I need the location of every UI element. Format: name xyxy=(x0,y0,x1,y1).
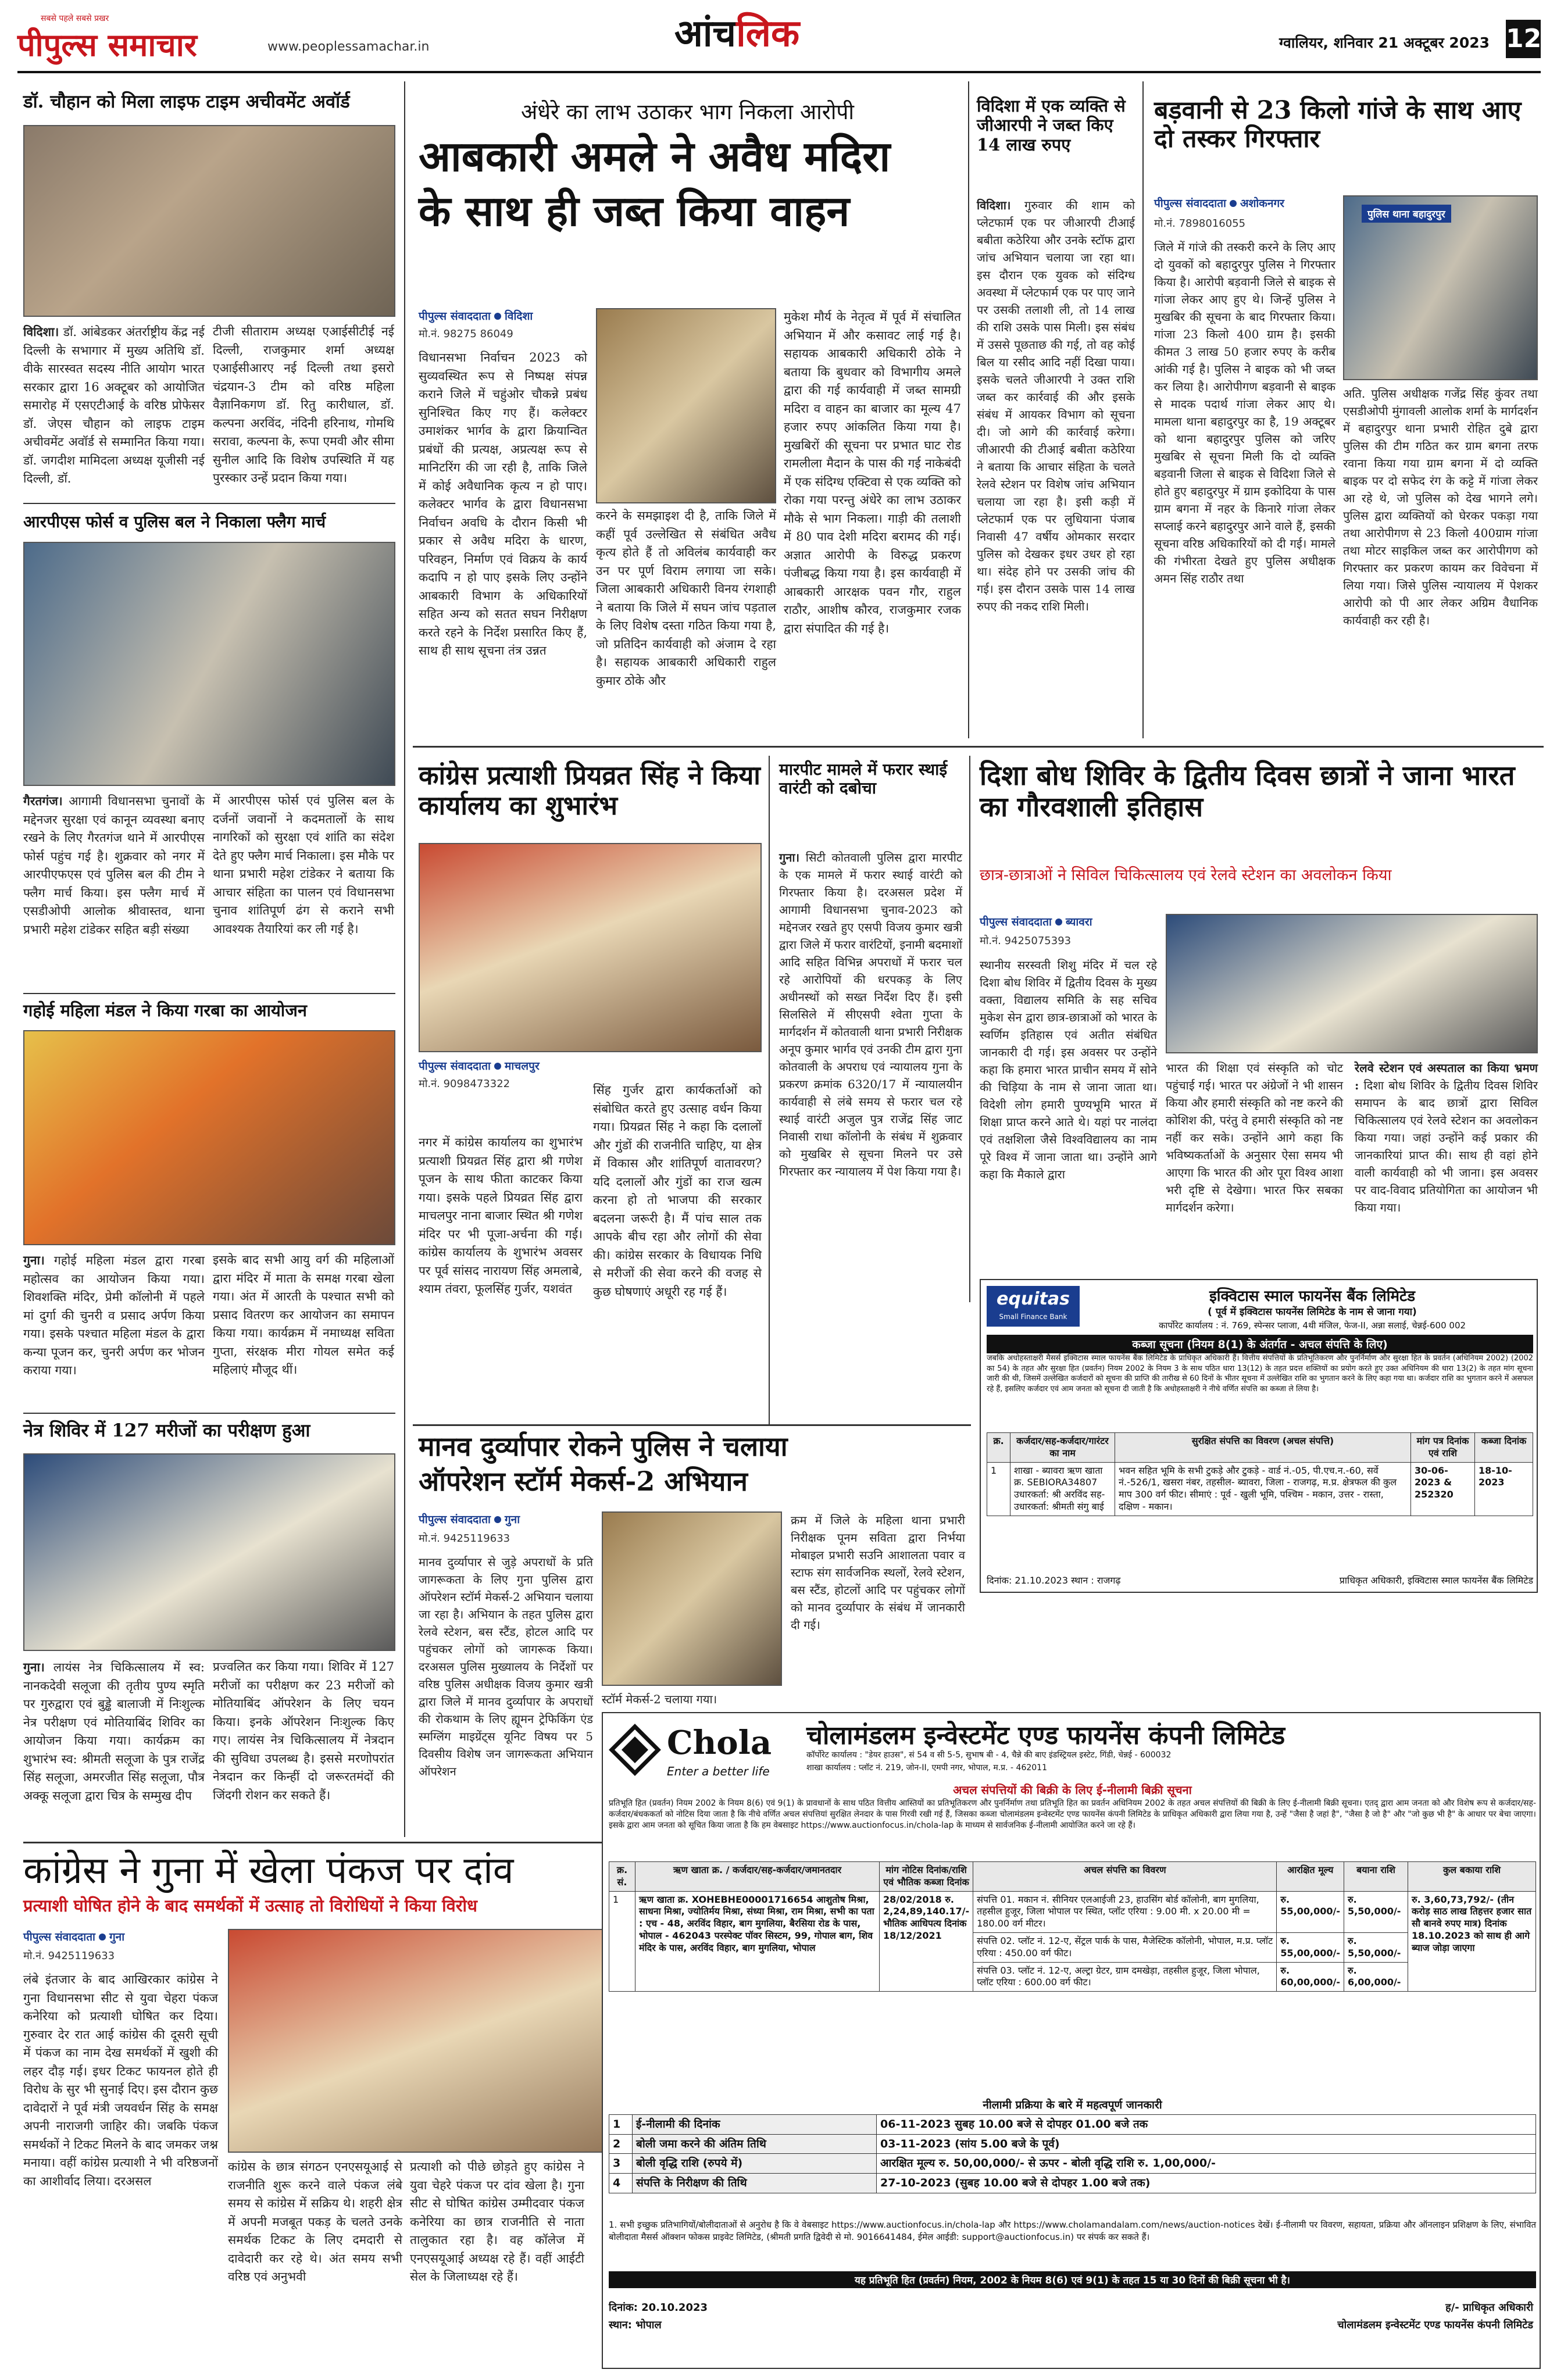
story-excise-headline-2: के साथ ही जब्त किया वाहन xyxy=(419,186,850,235)
byline: पीपुल्स संवाददाता xyxy=(980,916,1052,928)
schedule-row xyxy=(609,2174,1536,2193)
chola-schedule xyxy=(609,2114,1536,2193)
table-header: मांग नोटिस दिनांक/राशि एवं भौतिक कब्जा दिनांक xyxy=(880,1862,973,1892)
equitas-office: कार्पोरेट कार्यालय : नं. 769, स्पेन्सर प्लाजा, 4थी मंजिल, फेज-II, अन्ना सलाई, चेन्नई-600 002 xyxy=(1158,1320,1466,1331)
byline: पीपुल्स संवाददाता xyxy=(23,1931,95,1943)
story-cash-headline: विदिशा में एक व्यक्ति से जीआरपी ने जब्त किए 14 लाख रुपए xyxy=(977,96,1126,155)
equitas-title: इक्विटास स्माल फायनेंस बैंक लिमिटेड xyxy=(1209,1288,1416,1305)
story-camp-text-3 xyxy=(1355,1059,1538,1216)
story-ganja-text-2: अति. पुलिस अधीक्षक गजेंद्र सिंह कुंवर तथा एसडीओपी मुंगावली आलोक शर्मा के मार्गदर्शन में बहादुरपुर थाना प्रभारी रोहित दुबे द्वारा पुलिस की टीम गठित कर ग्राम बगना तरफ रवाना किया गया ग्राम बगना में दो व्यक्ति बाइक पर दो सफेद रंग के कट्टे में गांजा लेकर आ रहे थे, जो पुलिस को देख भागने लगे। पुलिस द्वारा व्यक्तियों को घेरकर पकड़ा गया तथा आरोपीगण से 23 किलो 400ग्राम गांजा तथा मोटर साइकिल जब्त कर आरोपीगण को गिरफ्तार कर प्रकरण कायम कर विवेचना में लिया गया। जिसे पुलिस न्यायालय में पेशकर आरोपी को पी आर लेकर अग्रिम वैधानिक कार्यवाही कर रही है। xyxy=(1343,387,1538,627)
table-cell: संपत्ति 03. प्लॉट नं. 12-ए, अल्ट्रा ग्रेटर, ग्राम दमखेड़ा, तहसील हुजूर, जिला भोपाल, प्लॉट एरिया : 600.00 वर्ग फीट। xyxy=(973,1962,1277,1992)
chola-sign-role: ह/- प्राधिकृत अधिकारी xyxy=(1445,2302,1533,2314)
excise-photo xyxy=(596,308,776,503)
table-cell: 28/02/2018 रु. 2,24,89,140.17/- भौतिक आधिपत्य दिनांक 18/12/2021 xyxy=(880,1891,973,1992)
dateline-label: गैरतगंज। xyxy=(23,794,63,808)
table-cell: 18-10-2023 xyxy=(1475,1462,1533,1516)
ad-equitas xyxy=(980,1279,1538,1593)
schedule-value: 03-11-2023 (सांय 5.00 बजे के पूर्व) xyxy=(877,2134,1536,2154)
table-header: आरक्षित मूल्य xyxy=(1277,1862,1344,1892)
chola-logo-text: Chola xyxy=(667,1724,772,1762)
chola-table xyxy=(609,1861,1536,1992)
schedule-no: 1 xyxy=(609,2115,633,2135)
garba-photo xyxy=(23,1030,395,1245)
story-eyecamp-body: लायंस नेत्र चिकित्सालय में स्व: नानकदेवी सलूजा की तृतीय पुण्य स्मृति पर गुरुद्वारा एवं बुड्ढे बालाजी में निःशुल्क नेत्र परीक्षण एवं मोतियाबिंद शिविर का आयोजन किया गया। कार्यक्रम का शुभारंभ स्व: श्रीमती सलूजा के पुत्र राजेंद्र सिंह सलूजा, अमरजीत सिंह सलूजा, पौत्र अक्कू सलूजा द्वारा चित्र के सम्मुख दीप xyxy=(23,1660,205,1803)
equitas-subtitle: ( पूर्व में इक्विटास फायनेंस लिमिटेड के नाम से जाना गया) xyxy=(1208,1306,1417,1318)
story-excise-kicker: अंधेरे का लाभ उठाकर भाग निकला आरोपी xyxy=(520,99,855,124)
schedule-label: ई-नीलामी की दिनांक xyxy=(633,2115,877,2135)
eyecamp-photo xyxy=(23,1453,395,1651)
chola-notice-body: प्रतिभूति हित (प्रवर्तन) नियम 2002 के नियम 8(6) एवं 9(1) के प्रावधानों के साथ पठित वित्तीय आस्तियों का प्रतिभूतिकरण और पुनर्निर्माण तथा प्रतिभूति हित का प्रवर्तन अधिनियम 2002 के तहत अचल संपत्तियों की बिक्री के लिए ई-नीलामी बिक्री सूचना। एतद् द्वारा आम जनता को और विशेष रूप से कर्जदार/सह-कर्जदार/बंधककर्ता को नोटिस दिया जाता है कि नीचे वर्णित अचल संपत्तियां सुरक्षित लेनदार के पास गिरवी रखी गई हैं, जिसका कब्जा चोलामंडलम इन्वेस्टमेंट एण्ड फायनेंस कंपनी लिमिटेड के प्राधिकृत अधिकारी द्वारा लिया गया है, उन्हें "जैसा है जहां है", "जैसा है जो है" और "जो कुछ भी है" के आधार पर बेचा जाएगा। इसके द्वारा आम जनता को सूचित किया जाता है कि हम वेबसाइट https://www.auctionfocus.in/chola-lap के माध्यम से सार्वजनिक ई-नीलामी आयोजित करने जा रहे हैं। xyxy=(609,1799,1536,1830)
story-divider xyxy=(413,1424,971,1426)
equitas-logo-text: equitas xyxy=(997,1289,1070,1309)
story-office-headline: कांग्रेस प्रत्याशी प्रियव्रत सिंह ने किया कार्यालय का शुभारंभ xyxy=(419,760,760,821)
story-garba-headline: गहोई महिला मंडल ने किया गरबा का आयोजन xyxy=(23,1000,307,1020)
website-link[interactable]: www.peoplessamachar.in xyxy=(267,40,430,54)
schedule-row xyxy=(609,2154,1536,2174)
story-award-body: डॉ. आंबेडकर अंतर्राष्ट्रीय केंद्र नई दिल्ली के सभागार में मुख्य अतिथि डॉ. वीके सारस्वत सदस्य नीति आयोग भारत सरकार द्वारा 16 अक्टूबर को आयोजित समारोह में एसएटीआई के वरिष्ठ प्रोफेसर डॉ. जेएस चौहान को लाइफ टाइम अचीवमेंट अवॉर्ड से सम्मानित किया गया। डॉ. जगदीश मामिदला अध्यक्ष यूजीसी नई दिल्ली, डॉ. xyxy=(23,325,205,485)
chola-date: दिनांक: 20.10.2023 xyxy=(609,2302,708,2314)
story-flagmarch-headline: आरपीएस फोर्स व पुलिस बल ने निकाला फ्लैग मार्च xyxy=(23,512,326,531)
chola-office-2: शाखा कार्यालय : प्लॉट नं. 219, जोन-II, एमपी नगर, भोपाल, म.प्र. - 462011 xyxy=(806,1763,1047,1773)
table-header: मांग पत्र दिनांक एवं राशि xyxy=(1411,1433,1475,1463)
section-title xyxy=(674,12,800,55)
award-photo xyxy=(23,125,395,317)
column-divider xyxy=(1142,81,1144,738)
story-divider xyxy=(23,503,395,504)
dateline: ग्वालियर, शनिवार 21 अक्टूबर 2023 xyxy=(1279,34,1490,51)
mobile-number: मो.नं. 98275 86049 xyxy=(419,328,513,340)
operation-photo xyxy=(602,1511,782,1686)
story-operation-headline-1: मानव दुर्व्यापार रोकने पुलिस ने चलाया xyxy=(419,1431,788,1462)
story-camp-subhead: छात्र-छात्राओं ने सिविल चिकित्सालय एवं रेलवे स्टेशन का अवलोकन किया xyxy=(980,866,1392,884)
story-guna-text-2: कांग्रेस के छात्र संगठन एनएसयूआई से राजनीति शुरू करने वाले पंकज लंबे समय से कांग्रेस में सक्रिय थे। शहरी क्षेत्र में अपनी मजबूत पकड़ के चलते उनके समर्थक टिकट के लिए दमदारी से दावेदारी कर रहे थे। अंत समय सभी वरिष्ठ एवं अनुभवी xyxy=(228,2160,402,2283)
story-warrant-text xyxy=(779,849,962,1180)
story-eyecamp-text-2: प्रज्वलित कर किया गया। शिविर में 127 मरीजों का परीक्षण कर 23 मरीजों को मोतियाबिंद ऑपरेशन के लिए चयन किया। इनके ऑपरेशन निःशुल्क किए गए। लायंस नेत्र चिकित्सालय में नेत्रदान की सुविधा उपलब्ध है। इससे मरणोपरांत नेत्रदान कर किन्हीं दो जरूरतमंदों की जिंदगी रोशन कर सकते हैं। xyxy=(213,1660,394,1802)
story-award-text-2: टीजी सीताराम अध्यक्ष एआईसीटीई नई दिल्ली, राजकुमार शर्मा अध्यक्ष एआईसीआरए नई दिल्ली तथा इसरो चंद्रयान-3 टीम को वरिष्ठ महिला वैज्ञानिकगण डॉ. रितु कारीधाल, डॉ. कल्पना अरविंद, नंदिनी हरिनाथ, गोमथि सरावा, कल्पना के, रूपा एमवी और सीमा सुनील आदि कि विशेष उपस्थिति में यह पुरस्कार उन्हें प्रदान किया गया। xyxy=(213,324,394,485)
chola-place: स्थान: भोपाल xyxy=(609,2319,662,2331)
paper-tagline: सबसे पहले सबसे प्रखर xyxy=(41,14,109,23)
equitas-logo-tag: Small Finance Bank xyxy=(999,1313,1067,1321)
table-header: क्र. सं. xyxy=(609,1862,635,1892)
story-operation-text-1: मानव दुर्व्यापार से जुड़े अपराधों के प्रति जागरूकता के लिए गुना पुलिस द्वारा ऑपरेशन स्टॉर्म मेकर्स-2 अभियान चलाया जा रहा है। अभियान के तहत पुलिस द्वारा रेलवे स्टेशन, बस स्टैंड, होटल आदि पर पहुंचकर लोगों को जागरूक किया। दरअसल पुलिस मुख्यालय के निर्देशों पर वरिष्ठ पुलिस अधीक्षक विजय कुमार खत्री द्वारा जिले में मानव दुर्व्यापार के अपराधों की रोकथाम के लिए ह्यूमन ट्रेफिकिंग एंड स्मग्लिंग माइग्रेंट्स यूनिट विषय पर 5 दिवसीय विशेष जन जागरूकता अभियान ऑपरेशन xyxy=(419,1555,593,1778)
chola-terms: 1. सभी इच्छुक प्रतिभागियों/बोलीदाताओं से अनुरोध है कि वे वेबसाइट https://www.auctionfocus.in/chola-lap और https://www.cholamandalam.com/news/auction-notices देखें। ई-नीलामी पर विवरण, सहायता, प्रक्रिया और ऑनलाइन प्रशिक्षण के लिए, संभावित बोलीदाता मैसर्स ऑक्शन फोकस प्राइवेट लिमिटेड, (श्रीमती प्रगति द्विवेदी से मो. 9016641484, ईमेल आईडी: support@auctionfocus.in) पर संपर्क कर सकते हैं। xyxy=(609,2220,1536,2242)
table-cell: 1 xyxy=(987,1462,1010,1516)
story-office-text-1: नगर में कांग्रेस कार्यालय का शुभारंभ प्रत्याशी प्रियव्रत सिंह द्वारा श्री गणेश पूजन के साथ फीता काटकर किया गया। इसके पहले प्रियव्रत सिंह द्वारा माचलपुर नाना बाजार स्थित श्री गणेश मंदिर पर भी पूजा-अर्चना की गई। कांग्रेस कार्यालय के शुभारंभ अवसर पर पूर्व सांसद नारायण सिंह अमलाबे, श्याम तंवरा, फूलसिंह गुर्जर, यशवंत xyxy=(419,1135,583,1296)
story-flagmarch-text-1 xyxy=(23,792,205,939)
story-divider xyxy=(23,993,395,994)
table-cell: 1 xyxy=(609,1891,635,1992)
table-row xyxy=(987,1462,1533,1516)
story-eyecamp-headline: नेत्र शिविर में 127 मरीजों का परीक्षण हुआ xyxy=(23,1420,310,1441)
story-guna-byline xyxy=(23,1929,124,1944)
table-header-row xyxy=(609,1862,1536,1892)
story-garba-body: गहोई महिला मंडल द्वारा गरबा महोत्सव का आयोजन किया गया। शिवशक्ति मंदिर, प्रेमी कॉलोनी में पहले मां दुर्गा की चुनरी व प्रसाद अर्पण किया गया। इसके पश्चात महिला मंडल के द्वारा कन्या पूजन कर, चुनरी अर्पण कर भोजन कराया गया। xyxy=(23,1253,205,1377)
table-cell: संपत्ति 02. प्लॉट नं. 12-ए, सेंट्रल पार्क के पास, मैजेस्टिक कॉलोनी, भोपाल, म.प्र. प्लॉट एरिया : 450.00 वर्ग फीट। xyxy=(973,1932,1277,1962)
table-header: कब्जा दिनांक xyxy=(1475,1433,1533,1463)
table-cell: भवन सहित भूमि के सभी टुकड़े और टुकड़े - वार्ड नं.-05, पी.एच.न.-60, सर्वे नं.-526/1, खसरा नंबर, तहसील- ब्यावरा, जिला - राजगढ़, म.प्र. क्षेत्रफल की कुल माप 300 वर्ग फीट। सीमाएं : पूर्व - खुली भूमि, पश्चिम - मकान, उत्तर - रास्ता, दक्षिण - मकान। xyxy=(1115,1462,1411,1516)
story-camp-body-3: दिशा बोध शिविर के द्वितीय दिवस शिविर समापन के बाद छात्रों द्वारा सिविल चिकित्सालय एवं रेलवे स्टेशन का अवलोकन किया गया। जहां उन्होंने कई प्रकार की जानकारियां प्राप्त की। साथ ही वहां होने वाली कार्यवाही को भी जाना। इस अवसर पर वाद-विवाद प्रतियोगिता का आयोजन भी किया गया। xyxy=(1355,1078,1538,1214)
equitas-footer-date: दिनांक: 21.10.2023 स्थान : राजगढ़ xyxy=(987,1575,1121,1586)
bullet-icon xyxy=(494,1516,501,1523)
chola-footer-note: यह प्रतिभूति हित (प्रवर्तन) नियम, 2002 के नियम 8(6) एवं 9(1) के तहत 15 या 30 दिनों की बिक्री सूचना भी है। xyxy=(609,2271,1536,2288)
schedule-value: आरक्षित मूल्य रु. 50,00,000/- से ऊपर - बोली वृद्धि राशि रु. 1,00,000/- xyxy=(877,2154,1536,2174)
schedule-label: बोली जमा करने की अंतिम तिथि xyxy=(633,2134,877,2154)
masthead xyxy=(17,13,1541,69)
masthead-rule xyxy=(17,71,1541,73)
byline: पीपुल्स संवाददाता xyxy=(419,310,491,323)
story-award-text-1 xyxy=(23,323,205,488)
column-divider xyxy=(404,81,405,1837)
byline-place: अशोकनगर xyxy=(1240,197,1284,210)
schedule-no: 3 xyxy=(609,2154,633,2174)
story-divider xyxy=(23,1413,395,1414)
table-cell: रु. 55,00,000/- xyxy=(1277,1932,1344,1962)
table-cell: संपत्ति 01. मकान नं. सीनियर एलआईजी 23, हाउसिंग बोर्ड कॉलोनी, बाग मुगलिया, तहसील हुजूर, जिला भोपाल पर स्थित, प्लॉट एरिया : 9.00 मी. x 20.00 मी = 180.00 वर्ग मीटर। xyxy=(973,1891,1277,1932)
story-eyecamp-text-1 xyxy=(23,1658,205,1805)
bullet-icon xyxy=(99,1934,106,1941)
equitas-body: जबकि अधोहस्ताक्षरी मैसर्स इक्विटास स्माल फायनेंस बैंक लिमिटेड के प्राधिकृत अधिकारी हैं। वित्तीय संपत्तियों के प्रतिभूतिकरण और पुनर्निर्माण और सुरक्षा हित के प्रवर्तन (अधिनियम 2002) (2002 का 54) के तहत और सुरक्षा हित (प्रवर्तन) नियम 2002 के नियम 3 के साथ पठित धारा 13(12) के तहत प्रदत्त शक्तियों का प्रयोग करते हुए उक्त अधिनियम की धारा 13(2) के तहत मांग सूचना जारी की थी, जिसमें उल्लेखित कर्जदारों को सूचना की प्राप्ति की तारीख से 60 दिनों के भीतर सूचना में उल्लेखित राशि का भुगतान करने के लिए कहा गया था। कर्जदार राशि का भुगतान करने में असफल रहे हैं, इसलिए कर्जदार एवं आम जनता को सूचना दी जाती है कि अधोहस्ताक्षरी ने नीचे वर्णित संपत्ति का कब्जा ले लिया है। xyxy=(987,1354,1533,1393)
camp-photo xyxy=(1166,914,1538,1053)
story-excise-text-1: विधानसभा निर्वाचन 2023 को सुव्यवस्थित रूप से निष्पक्ष संपन्न कराने जिले में चहुंओर चौकन्ने प्रबंध सुनिश्चित किए गए हैं। कलेक्टर उमाशंकर भार्गव के द्वारा क्रियान्वित प्रबंधों की प्रत्यक्ष, अप्रत्यक्ष रूप से मानिटरिंग की जा रही है, ताकि जिले में कोई अवैधानिक कृत्य न हो पाए। कलेक्टर भार्गव के द्वारा विधानसभा निर्वाचन अवधि के दौरान किसी भी प्रकार से अवैध मदिरा के धारण, परिवहन, निर्माण एवं विक्रय के कार्य कदापि न हो पाए इसके लिए उन्होंने आबकारी विभाग के अधिकारियों सहित अन्य को सतत सघन निरीक्षण करते रहने के निर्देश प्रसारित किए हैं, साथ ही साथ सूचना तंत्र उन्नत xyxy=(419,351,587,657)
story-office-text-2: सिंह गुर्जर द्वारा कार्यकर्ताओं को संबोधित करते हुए उत्साह वर्धन किया गया। प्रियव्रत सिंह ने कहा कि दलालों और गुंडों की राजनीति चाहिए, या क्षेत्र में विकास और शांतिपूर्ण वातावरण? यदि दलालों और गुंडों का राज खत्म करना हो तो भाजपा की सरकार बदलना जरूरी है। मैं पांच साल तक आपके बीच रहा और लोगों की सेवा की। कांग्रेस सरकार के विधायक निधि से मरीजों की सेवा करने की वजह से कुछ घोषणाएं अधूरी रह गई हैं। xyxy=(593,1083,762,1299)
story-camp-text-1: स्थानीय सरस्वती शिशु मंदिर में चल रहे दिशा बोध शिविर में द्वितीय दिवस के मुख्य वक्ता, विद्यालय समिति के सह सचिव मुकेश सेन द्वारा छात्र-छात्राओं को भारत के स्वर्णिम इतिहास एवं अतीत संबंधित जानकारी दी गई। इस अवसर पर उन्होंने कहा कि हमारा भारत प्राचीन समय में सोने की चिड़िया के नाम से जाना जाता था। विदेशी लोग हमारी पुण्यभूमि भारत में शिक्षा प्राप्त करने आते थे। यहां पर नालंदा एवं तक्षशिला जैसे विश्वविद्यालय का नाम पूरे विश्व में जाना जाता था। उन्होंने आगे कहा कि मैकाले द्वारा xyxy=(980,958,1158,1181)
police-sign: पुलिस थाना बहादुरपुर xyxy=(1362,205,1451,223)
chola-title: चोलामंडलम इन्वेस्टमेंट एण्ड फायनेंस कंपनी लिमिटेड xyxy=(806,1721,1285,1750)
table-header: ऋण खाता क्र. / कर्जदार/सह-कर्जदार/जमानतदार xyxy=(635,1862,880,1892)
byline-place: ब्यावरा xyxy=(1065,916,1092,928)
mobile-number: मो.नं. 9425119633 xyxy=(23,1950,115,1962)
byline: पीपुल्स संवाददाता xyxy=(419,1513,491,1526)
story-warrant-body: सिटी कोतवाली पुलिस द्वारा मारपीट के एक मामले में फरार स्थाई वारंटी को गिरफ्तार किया है। दरअसल प्रदेश में आगामी विधानसभा चुनाव-2023 को मद्देनजर रखते हुए एसपी विजय कुमार खत्री द्वारा जिले में फरार वारंटियों, इनामी बदमाशों आदि सहित विभिन्न अपराधों में फरार चल रहे आरोपियों की धरपकड़ के लिए अधीनस्थों को सख्त निर्देश दिए हैं। इसी सिलसिले में सीएसपी श्वेता गुप्ता के मार्गदर्शन में कोतवाली थाना प्रभारी निरीक्षक अनूप कुमार भार्गव एवं उनकी टीम द्वारा गुना कोतवाली के अपराध एवं न्यायालय गुना के प्रकरण क्रमांक 6320/17 में न्यायालयीन कार्यवाही से लंबे समय से फरार चल रहे स्थाई वारंटी अजुल पुत्र राजेंद्र सिंह जाट निवासी राधा कॉलोनी के संबंध में शुक्रवार को मुखबिर से सूचना मिलने पर उसे गिरफ्तार कर न्यायालय में पेश किया गया है। xyxy=(779,850,962,1178)
flagmarch-photo xyxy=(23,542,395,786)
equitas-table xyxy=(987,1432,1533,1516)
chola-logo xyxy=(609,1718,801,1782)
table-cell: रु. 55,00,000/- xyxy=(1277,1891,1344,1932)
table-cell: 30-06-2023 & 252320 xyxy=(1411,1462,1475,1516)
table-header: बयाना राशि xyxy=(1344,1862,1408,1892)
mobile-number: मो.नं. 9425075393 xyxy=(980,935,1072,947)
story-cash-text xyxy=(977,196,1135,615)
office-photo xyxy=(419,843,762,1052)
column-divider xyxy=(769,756,770,1424)
schedule-value: 06-11-2023 सुबह 10.00 बजे से दोपहर 01.00 बजे तक xyxy=(877,2115,1536,2135)
table-cell: रु. 5,50,000/- xyxy=(1344,1891,1408,1932)
byline: पीपुल्स संवाददाता xyxy=(1154,197,1226,210)
story-excise-text-2: करने के समझाइश दी है, ताकि जिले में कहीं पूर्व उल्लेखित से संबंधित अवैध कृत्य होते हैं तो अविलंब कार्यवाही कर उन पर पूर्ण विराम लगाया जा सके। जिला आबकारी अधिकारी विनय रंगशाही ने बताया कि जिले में सघन जांच पड़ताल के लिए विशेष दस्ता गठित किया गया है, जो प्रतिदिन कार्यवाही को अंजाम दे रहा है। सहायक आबकारी अधिकारी राहुल कुमार ठोके और xyxy=(596,509,776,688)
byline-place: गुना xyxy=(109,1931,125,1943)
story-camp-text-2: भारत की शिक्षा एवं संस्कृति को चोट पहुंचाई गई। भारत पर अंग्रेजों ने भी शासन किया और हमारी संस्कृति को नष्ट करने की कोशिश की, परंतु वे हमारी संस्कृति को नष्ट नहीं कर सके। उन्होंने आगे कहा कि भविष्यकर्ताओं के अनुसार ऐसा समय भी आएगा कि भारत की ओर पूरा विश्व आशा भरी दृष्टि से देखेगा। भारत फिर सबका मार्गदर्शन करेगा। xyxy=(1166,1061,1343,1214)
story-flagmarch-body: आगामी विधानसभा चुनावों के मद्देनजर सुरक्षा एवं कानून व्यवस्था बनाए रखने के लिए गैरतगंज थाने में आरपीएस फोर्स पहुंच गई है। शुक्रवार को नगर में आरपीएफएस एवं पुलिस बल की टीम ने फ्लैग मार्च किया। इस फ्लैग मार्च में एसडीओपी आलोक श्रीवास्तव, थाना प्रभारी महेश टांडेकर सहित बड़ी संख्या xyxy=(23,794,205,937)
chola-logo-tag: Enter a better life xyxy=(667,1764,770,1778)
dateline-label: गुना। xyxy=(23,1253,45,1267)
table-row xyxy=(609,1891,1536,1932)
table-cell: ऋण खाता क्र. XOHEBHE00001716654 आशुतोष मिश्रा, साधना मिश्रा, ज्योतिर्मय मिश्रा, संध्या मिश्रा, राम मिश्रा, सभी का पता : एच - 48, अरविंद विहार, बाग मुगलिया, बैरसिया रोड के पास, भोपाल - 462043 परस्पेक्ट पॉवर सिस्टम, 99, गोपाल बाग, शिव मंदिर के पास, अरविंद विहार, बाग मुगलिया, भोपाल xyxy=(635,1891,880,1992)
page-number: 12 xyxy=(1506,20,1541,58)
equitas-logo xyxy=(987,1286,1080,1327)
section-title-part2: लिक xyxy=(736,12,800,55)
dateline-label: विदिशा। xyxy=(977,198,1011,212)
bullet-icon xyxy=(494,313,501,320)
schedule-label: संपत्ति के निरीक्षण की तिथि xyxy=(633,2174,877,2193)
byline-place: गुना xyxy=(504,1513,520,1526)
table-header: क्र. xyxy=(987,1433,1010,1463)
story-excise-text-3: मुकेश मौर्य के नेतृत्व में पूर्व में संचालित अभियान में और कसावट लाई गई है। सहायक आबकारी अधिकारी ठोके ने बताया कि बुधवार को विभागीय अमले द्वारा की गई कार्यवाही में जब्त सामग्री मदिरा व वाहन का बाजार का मूल्य 47 हजार रुपए आंकलित किया गया है। मुखबिरों की सूचना पर प्रभात घाट रोड रामलीला मैदान के पास की गई नाकेबंदी में एक संदिग्ध एक्टिवा से एक व्यक्ति को रोका गया परन्तु अंधेरे का लाभ उठाकर मौके से भाग निकला। गाड़ी की तलाशी में 80 पाव देशी मदिरा बरामद की गई। अज्ञात आरोपी के विरुद्ध प्रकरण पंजीबद्ध किया गया है। इस कार्यवाही में आबकारी आरक्षक पवन गौर, राहुल राठौर, आशीष कौरव, राजकुमार रजक द्वारा संपादित की गई है। xyxy=(784,310,961,635)
schedule-row xyxy=(609,2134,1536,2154)
byline: पीपुल्स संवाददाता xyxy=(419,1060,491,1073)
byline-place: माचलपुर xyxy=(504,1060,540,1073)
mobile-number: मो.नं. 9425119633 xyxy=(419,1532,510,1545)
operation-photo-caption: स्टॉर्म मेकर्स-2 चलाया गया। xyxy=(602,1692,717,1706)
equitas-notice-title: कब्जा सूचना (नियम 8(1) के अंतर्गत - अचल संपत्ति के लिए) xyxy=(987,1335,1533,1353)
story-camp-headline: दिशा बोध शिविर के द्वितीय दिवस छात्रों ने जाना भारत का गौरवशाली इतिहास xyxy=(980,760,1515,824)
story-flagmarch-text-2: में आरपीएस फोर्स एवं पुलिस बल के दर्जनों जवानों ने कदमतालों के साथ नागरिकों को सुरक्षा एवं शांति का संदेश देते हुए फ्लैग मार्च निकाला। इस मौके पर थाना प्रभारी महेश टांडेकर ने बताया कि आचार संहिता का पालन एवं विधानसभा चुनाव शांतिपूर्ण ढंग से कराने सभी आवश्यक तैयारियां कर ली गई है। xyxy=(213,794,394,936)
story-excise-byline xyxy=(419,308,533,323)
story-guna-text-1: लंबे इंतजार के बाद आखिरकार कांग्रेस ने गुना विधानसभा सीट से युवा चेहरा पंकज कनेरिया को प्रत्याशी घोषित कर दिया। गुरुवार देर रात आई कांग्रेस की दूसरी सूची में पंकज का नाम देख समर्थकों में खुशी की लहर दौड़ गई। इधर टिकट फायनल होते ही विरोध के सुर भी सुनाई दिए। इस दौरान कुछ दावेदारों ने पूर्व मंत्री जयवर्धन सिंह के समक्ष अपनी नाराजगी जाहिर की। जबकि पंकज समर्थकों ने टिकट मिलने के बाद जमकर जश्न मनाया। वहीं कांग्रेस प्रत्याशी ने भी वरिष्ठजनों का आशीर्वाद लिया। दरअसल xyxy=(23,1972,218,2188)
table-cell: रु. 5,50,000/- xyxy=(1344,1932,1408,1962)
bullet-icon xyxy=(1055,919,1062,925)
ad-chola xyxy=(602,1712,1541,2369)
story-office-byline xyxy=(419,1058,540,1073)
story-operation-byline xyxy=(419,1511,520,1527)
dateline-label: विदिशा। xyxy=(23,324,59,339)
story-warrant-headline: मारपीट मामले में फरार स्थाई वारंटी को दबोचा xyxy=(779,760,948,798)
mobile-number: मो.नं. 9098473322 xyxy=(419,1078,510,1090)
story-ganja-text-1: जिले में गांजे की तस्करी करने के लिए आए दो युवकों को बहादुरपुर पुलिस ने गिरफ्तार किया है। आरोपी बड़वानी जिले से बाइक से गांजा लेकर आए हुए थे। जिन्हें पुलिस ने मुखबिर की सूचना के बाद गिरफ्तार किया। गांजा 23 किलो 400 ग्राम है। इसकी कीमत 3 लाख 50 हजार रुपए के करीब आंकी गई है। पुलिस ने बाइक को भी जब्त कर लिया है। आरोपीगण बड़वानी से बाइक से मादक पदार्थ गांजा लेकर आए थे। मामला थाना बहादुरपुर का है, 19 अक्टूबर को थाना बहादुरपुर पुलिस को जरिए मुखबिर से सूचना मिली कि दो व्यक्ति बड़वानी जिला से बाइक से विदिशा जिले से होते हुए बहादुरपुर में ग्राम इकोदिया के पास ग्राम बगना में नहर के किनारे गांजा लेकर सप्लाई करने बहादुरपुर आने वाले हैं, इसकी सूचना वरिष्ठ अधिकारियों को दी गई। मामले की गंभीरता देखते हुए पुलिस अधीक्षक अमन सिंह राठौर तथा xyxy=(1154,240,1335,585)
dateline-label: गुना। xyxy=(779,850,800,864)
story-guna-headline: कांग्रेस ने गुना में खेला पंकज पर दांव xyxy=(23,1849,514,1892)
story-garba-text-1 xyxy=(23,1251,205,1380)
story-operation-headline-2: ऑपरेशन स्टॉर्म मेकर्स-2 अभियान xyxy=(419,1466,748,1497)
byline-place: विदिशा xyxy=(504,310,533,323)
dateline-label: गुना। xyxy=(23,1660,45,1674)
table-header-row xyxy=(987,1433,1533,1463)
column-divider xyxy=(969,756,970,1302)
paper-logo[interactable]: पीपुल्स समाचार xyxy=(17,26,197,63)
story-ganja-headline: बड़वानी से 23 किलो गांजे के साथ आए दो तस्कर गिरफ्तार xyxy=(1154,96,1522,154)
table-cell: शाखा - ब्यावरा ऋण खाता क्र. SEBIORA34807 उधारकर्ता: श्री अरविंद सह-उधारकर्ता: श्रीमती संगु बाई xyxy=(1010,1462,1115,1516)
story-divider xyxy=(413,746,1544,748)
table-header: सुरक्षित संपत्ति का विवरण (अचल संपत्ति) xyxy=(1115,1433,1411,1463)
chola-sign-company: चोलामंडलम इन्वेस्टमेंट एण्ड फायनेंस कंपनी लिमिटेड xyxy=(1337,2319,1533,2331)
story-operation-text-2: क्रम में जिले के महिला थाना प्रभारी निरीक्षक पूनम सविता द्वारा निर्भया मोबाइल प्रभारी सउनि आशालता पवार व स्टाफ संग सार्वजनिक स्थलों, रेलवे स्टेशन, बस स्टैंड, होटलों आदि पर पहुंचकर लोगों को मानव दुर्व्यापार के संबंध में जानकारी दी गई। xyxy=(791,1513,965,1632)
equitas-footer-sign: प्राधिकृत अधिकारी, इक्विटास स्माल फायनेंस बैंक लिमिटेड xyxy=(1339,1575,1533,1586)
story-ganja-byline xyxy=(1154,195,1284,210)
story-award-headline: डॉ. चौहान को मिला लाइफ टाइम अचीवमेंट अवॉर्ड xyxy=(23,91,350,112)
bullet-icon xyxy=(494,1063,501,1070)
column-divider xyxy=(968,81,969,738)
story-guna-text-3: प्रत्याशी को पीछे छोड़ते हुए कांग्रेस ने युवा चेहरे पंकज पर दांव खेला है। गुना सीट से घोषित कांग्रेस उम्मीदवार पंकज कनेरिया का छात्र राजनीति से नाता तालुकात रहा है। वह कॉलेज में एनएसयूआई अध्यक्ष रहे हैं। वहीं आईटी सेल के जिलाध्यक्ष रहे हैं। xyxy=(410,2160,584,2283)
chola-logo-icon xyxy=(609,1724,661,1776)
table-cell: रु. 6,00,000/- xyxy=(1344,1962,1408,1992)
subsection-lead: रेलवे स्टेशन एवं अस्पताल का किया भ्रमण : xyxy=(1355,1061,1538,1092)
schedule-no: 4 xyxy=(609,2174,633,2193)
schedule-label: बोली वृद्धि राशि (रुपये में) xyxy=(633,2154,877,2174)
story-camp-byline xyxy=(980,914,1092,929)
table-cell: रु. 3,60,73,792/- (तीन करोड़ साठ लाख तिहत्तर हजार सात सौ बानवे रुपए मात्र) दिनांक 18.10.2023 को साथ ही आगे ब्याज जोड़ा जाएगा xyxy=(1408,1891,1536,1992)
story-garba-text-2: इसके बाद सभी आयु वर्ग की महिलाओं द्वारा मंदिर में माता के समक्ष गरबा खेला गया। अंत में आरती के पश्चात सभी को प्रसाद वितरण कर आयोजन का समापन किया गया। कार्यक्रम में नमाध्यक्ष सविता गुप्ता, संरक्षक मीरा गोयल समेत कई महिलाएं मौजूद थीं। xyxy=(213,1253,394,1377)
bullet-icon xyxy=(1230,200,1237,207)
section-title-part1: आंच xyxy=(674,12,737,55)
table-header: कर्जदार/सह-कर्जदार/गारंटर का नाम xyxy=(1010,1433,1115,1463)
mobile-number: मो.नं. 7898016055 xyxy=(1154,217,1246,230)
table-header: अचल संपत्ति का विवरण xyxy=(973,1862,1277,1892)
chola-notice-title: अचल संपत्तियों की बिक्री के लिए ई-नीलामी बिक्री सूचना xyxy=(953,1783,1192,1797)
story-excise-headline-1: आबकारी अमले ने अवैध मदिरा xyxy=(419,131,891,181)
table-header: कुल बकाया राशि xyxy=(1408,1862,1536,1892)
ganja-photo xyxy=(1343,195,1538,380)
schedule-value: 27-10-2023 (सुबह 10.00 बजे से दोपहर 1.00 बजे तक) xyxy=(877,2174,1536,2193)
table-cell: रु. 60,00,000/- xyxy=(1277,1962,1344,1992)
story-guna-subhead: प्रत्याशी घोषित होने के बाद समर्थकों में उत्साह तो विरोधियों ने किया विरोध xyxy=(23,1896,477,1916)
schedule-row xyxy=(609,2115,1536,2135)
schedule-no: 2 xyxy=(609,2134,633,2154)
story-cash-body: गुरुवार की शाम को प्लेटफार्म एक पर जीआरपी टीआई बबीता कठेरिया और उनके स्टॉफ द्वारा जांच अभियान चलाया जा रहा था। इस दौरान एक युवक को संदिग्ध अवस्था में प्लेटफार्म एक पर पाए जाने पर उसकी तलाशी ली, तो 14 लाख की राशि उसके पास मिली। इस संबंध में उससे पूछताछ की गई, तो वह कोई बिल या रसीद आदि नहीं दिखा पाया। इसके चलते जीआरपी ने उक्त राशि जब्त कर कार्रवाई की और इसके संबंध में आयकर विभाग को सूचना दी। जो आगे की कार्रवाई करेगा। xyxy=(977,198,1135,439)
story-cash-body-2: जीआरपी की टीआई बबीता कठेरिया ने बताया कि आचार संहिता के चलते रेलवे स्टेशन पर विशेष जांच अभियान चलाया जा रहा है। इसी कड़ी में प्लेटफार्म एक पर लुधियाना पंजाब निवासी 47 वर्षीय ओमकार सरदार पुलिस को देखकर इधर उधर हो रहा था। संदेह होने पर उसकी जांच की गई। इस दौरान उसके पास 14 लाख रुपए की नकद राशि मिली। xyxy=(977,442,1135,613)
chola-schedule-title: नीलामी प्रक्रिया के बारे में महत्वपूर्ण जानकारी xyxy=(983,2099,1162,2111)
chola-office-1: कॉर्पोरेट कार्यालय : "डेयर हाउस", सं 54 व सी 5-5, सुभाष बी - 4, चैन्ने की बाए इंडस्ट्रियल इस्टेट, गिंडी, चेन्नई - 600032 xyxy=(806,1750,1172,1760)
